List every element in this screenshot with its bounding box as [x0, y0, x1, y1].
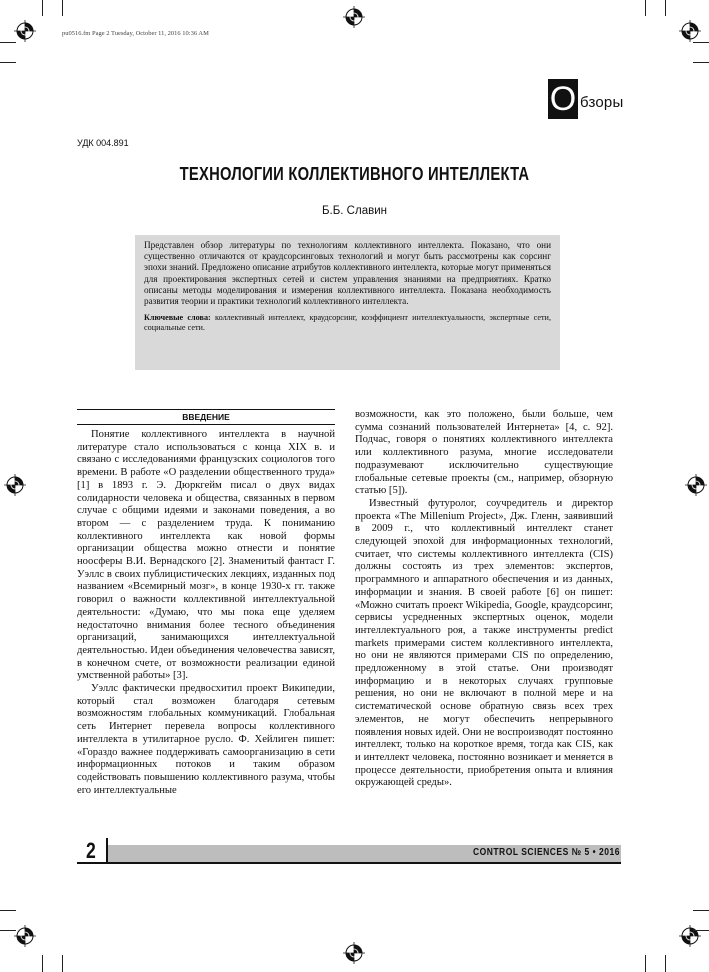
keywords-text: коллективный интеллект, краудсорсинг, коэффициент интеллектуальности, экспертные сети, социальные сети.	[144, 313, 551, 333]
registration-mark-top-center	[343, 6, 365, 28]
registration-mark-bottom-center	[343, 942, 365, 964]
crop-line	[645, 0, 646, 16]
crop-line	[62, 955, 63, 972]
abstract-box	[135, 235, 560, 370]
registration-mark-mid-left	[4, 474, 26, 496]
paragraph: возможности, как это положено, были больше, чем сумма сознаний пользователей Интернета» [4, с. 92]. Подчас, говоря о понятиях коллективного интеллекта или коллективного разума, многие исследователи подразумевают исключительно существующие глобальные сетевые проекты (см., например, обзорную статью [5]).	[355, 409, 613, 497]
keywords-label: Ключевые слова:	[144, 313, 211, 323]
article-author: Б.Б. Славин	[322, 205, 387, 217]
crop-line	[0, 930, 16, 931]
crop-line	[645, 955, 646, 972]
keywords	[144, 313, 551, 333]
udk-code: УДК 004.891	[77, 138, 129, 148]
crop-line	[0, 42, 16, 43]
section-tab-label: бзоры	[580, 94, 624, 111]
paragraph: Уэллс фактически предвосхитил проект Википедии, который стал возможен благодаря сетевым возможностям глобальных коммуникаций. Глобальная сеть Интернет перевела вопросы коллективного интеллекта в утилитарное русло. Ф. Хейлиген пишет: «Гораздо важнее поддерживать самоорганизацию в сети информационных потоков и таким образом содействовать повышению коллективного разума, чтобы его интеллектуальные	[77, 683, 335, 796]
registration-mark-mid-right	[685, 474, 707, 496]
left-column	[77, 409, 335, 797]
paragraph: Понятие коллективного интеллекта в научной литературе стало использоваться с конца XIX в. и связано с исследованиями французских социологов того времени. В работе «О разделении общественного труда» [1] в 1893 г. Э. Дюркгейм писал о двух видах солидарности человека и общества, связанных в первом случае с общими идеями и законами поведения, а во втором — с разделением труда. К пониманию коллективного интеллекта как новой формы организации общества можно отнести и понятие ноосферы В.И. Вернадского [2]. Знаменитый фантаст Г. Уэллс в своих публицистических лекциях, изданных под названием «Всемирный мозг», в конце 1930-х гг. также говорил о важности коллективной интеллектуальной деятельности: «Думаю, что мы пока еще уделяем недостаточно внимания более тесного объединения организаций, занимающихся интеллектуальной деятельностью. Идеи объединения человечества зависят, в конечном счете, от возможности реализации единой умственной работы» [3].	[77, 429, 335, 682]
crop-line	[665, 955, 666, 972]
registration-mark-bottom-right	[679, 925, 701, 947]
crop-line	[0, 910, 16, 911]
right-column	[355, 409, 613, 790]
registration-mark-top-left	[14, 20, 36, 42]
section-tab-initial: О	[549, 80, 577, 118]
crop-line	[693, 62, 709, 63]
crop-line	[42, 0, 43, 16]
paragraph: Известный футуролог, соучредитель и директор проекта «The Millenium Project», Дж. Гленн, заявивший в 2009 г., что коллективный интеллект станет следующей эпохой для информационных технологий, считает, что системы коллективного интеллекта (CIS) должны состоять из трех элементов: экспертов, программного и аппаратного обеспечения и из данных, информации и знания. В своей работе [6] он пишет: «Можно считать проект Wikipedia, Google, краудсорсинг, сервисы усредненных экспертных оценок, модели интеллектуального роя, а также инструменты predict markets примерами систем коллективного интеллекта, но они не являются примерами CIS по определению, предложенному в этой статье. Они производят информацию и в некоторых случаях групповые решения, но они не включают в полной мере и на систематической основе обратную связь всех трех элементов, не могут обеспечить непрерывного появления новых идей. Они не воспроизводят постоянно интеллект, только на короткое время, тогда как CIS, как и интеллект человека, постоянно возникает и меняется в процессе деятельности, приобретения опыта и влияния окружающей среды».	[355, 497, 613, 789]
section-heading: ВВЕДЕНИЕ	[77, 409, 335, 425]
crop-line	[693, 42, 709, 43]
crop-line	[665, 0, 666, 16]
journal-name: CONTROL SCIENCES № 5 • 2016	[473, 847, 620, 858]
abstract-text: Представлен обзор литературы по технологиям коллективного интеллекта. Показано, что они существенно отличаются от краудсорсинговых технологий и могут быть рассмотрены как сорсинг эпохи знаний. Предложено описание атрибутов коллективного интеллекта, которые могут применяться для проектирования экспертных сетей и систем управления знаниями на предприятиях. Кратко описаны методы моделирования и измерения коллективного интеллекта. Показана необходимость развития теории и практики технологий коллективного интеллекта.	[144, 240, 551, 307]
crop-line	[693, 930, 709, 931]
crop-line	[62, 0, 63, 16]
footer-divider	[106, 838, 108, 864]
footer-rule	[77, 862, 621, 864]
registration-mark-bottom-left	[14, 925, 36, 947]
page-number: 2	[86, 838, 96, 863]
article-title: ТЕХНОЛОГИИ КОЛЛЕКТИВНОГО ИНТЕЛЛЕКТА	[179, 164, 530, 184]
crop-line	[0, 62, 16, 63]
registration-mark-top-right	[679, 20, 701, 42]
print-slug: pu0516.fm Page 2 Tuesday, October 11, 2016 10:36 AM	[62, 30, 209, 37]
crop-line	[693, 910, 709, 911]
crop-line	[42, 955, 43, 972]
